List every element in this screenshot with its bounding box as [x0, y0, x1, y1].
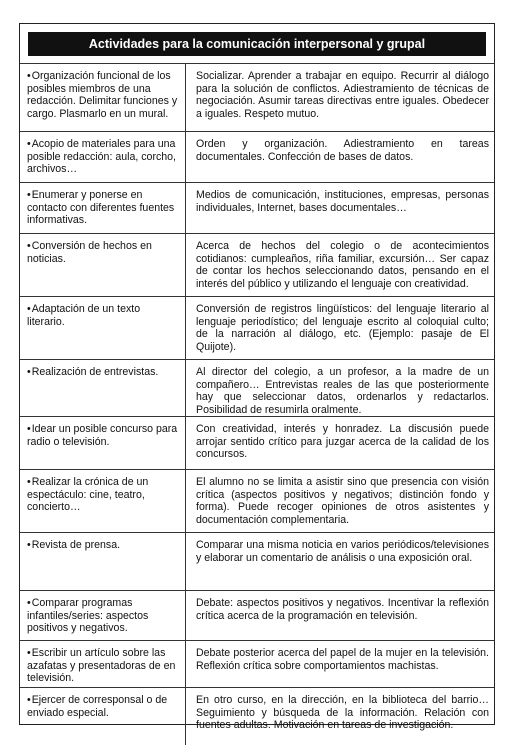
activity-cell: • Acopio de materiales para una posible redacción: aula, corcho, archivos…	[20, 132, 186, 182]
description-cell: Conversión de registros lingüísticos: del lenguaje literario al lenguaje periodístico; del lenguaje escrito al coloquial culto; de la narración al diálogo, etc. (Ejemplo: pasaje de El Quijote).	[196, 303, 489, 353]
activity-cell: • Comparar programas infantiles/series: aspectos positivos y negativos.	[20, 591, 186, 640]
activity-cell: • Idear un posible concurso para radio o televisión.	[20, 417, 186, 469]
table-row	[20, 359, 494, 416]
description-cell: Debate posterior acerca del papel de la mujer en la televisión. Reflexión crítica sobre comportamientos machistas.	[196, 647, 489, 672]
activity-cell: • Organización funcional de los posibles miembros de una redacción. Delimitar funciones y cargo. Plasmarlo en un mural.	[20, 64, 186, 131]
activity-cell: • Realización de entrevistas.	[20, 360, 186, 416]
table-row	[20, 296, 494, 359]
table-row	[20, 233, 494, 296]
description-cell: Socializar. Aprender a trabajar en equipo. Recurrir al diálogo para la solución de conflictos. Adiestramiento de técnicas de negociación. Asumir tareas directivas entre iguales. Obedecer a iguales. Respeto mutuo.	[196, 70, 489, 120]
table-title: Actividades para la comunicación interpersonal y grupal	[28, 32, 486, 56]
description-cell: Comparar una misma noticia en varios periódicos/televisiones y elaborar un comentario de análisis o una exposición oral.	[196, 539, 489, 564]
activities-table	[19, 23, 495, 732]
description-cell: Debate: aspectos positivos y negativos. Incentivar la reflexión crítica acerca de la programación en televisión.	[196, 597, 489, 622]
table-row	[20, 532, 494, 590]
description-cell: Acerca de hechos del colegio o de acontecimientos cotidianos: cumpleaños, riña familiar, excursión… Ser capaz de contar los hechos seleccionando datos, pensando en el interés del público y utilizando el lenguaje con creatividad.	[196, 240, 489, 290]
activity-cell: • Enumerar y ponerse en contacto con diferentes fuentes informativas.	[20, 183, 186, 233]
description-cell: Al director del colegio, a un profesor, a la madre de un compañero… Entrevistas reales de las que posteriormente hay que seleccionar datos, ordenarlos y redactarlos. Posibilidad de resumirla oralmente.	[196, 366, 489, 416]
activity-cell: • Ejercer de corresponsal o de enviado especial.	[20, 688, 186, 745]
table-row	[20, 640, 494, 687]
table-row	[20, 469, 494, 532]
activity-cell: • Conversión de hechos en noticias.	[20, 234, 186, 296]
table-body	[20, 63, 494, 745]
description-cell: Orden y organización. Adiestramiento en tareas documentales. Confección de bases de datos.	[196, 138, 489, 163]
table-row	[20, 687, 494, 745]
activity-cell: • Revista de prensa.	[20, 533, 186, 590]
description-cell: En otro curso, en la dirección, en la biblioteca del barrio… Seguimiento y búsqueda de la información. Relación con fuentes adultas. Motivación en tareas de investigación.	[196, 694, 489, 732]
activity-cell: • Escribir un artículo sobre las azafatas y presentadoras de en televisión.	[20, 641, 186, 687]
activity-cell: • Adaptación de un texto literario.	[20, 297, 186, 359]
table-row	[20, 590, 494, 640]
activity-cell: • Realizar la crónica de un espectáculo: cine, teatro, concierto…	[20, 470, 186, 532]
table-row	[20, 416, 494, 469]
table-row	[20, 131, 494, 182]
table-row	[20, 63, 494, 131]
description-cell: Con creatividad, interés y honradez. La discusión puede arrojar sentido crítico para juzgar acerca de la calidad de los concursos.	[196, 423, 489, 461]
table-row	[20, 182, 494, 233]
description-cell: Medios de comunicación, instituciones, empresas, personas individuales, Internet, bases documentales…	[196, 189, 489, 214]
description-cell: El alumno no se limita a asistir sino que presencia con visión crítica (aspectos positivos y negativos; distinción fondo y forma). Puede recoger opiniones de otros asistentes y documentación complementaria.	[196, 476, 489, 526]
